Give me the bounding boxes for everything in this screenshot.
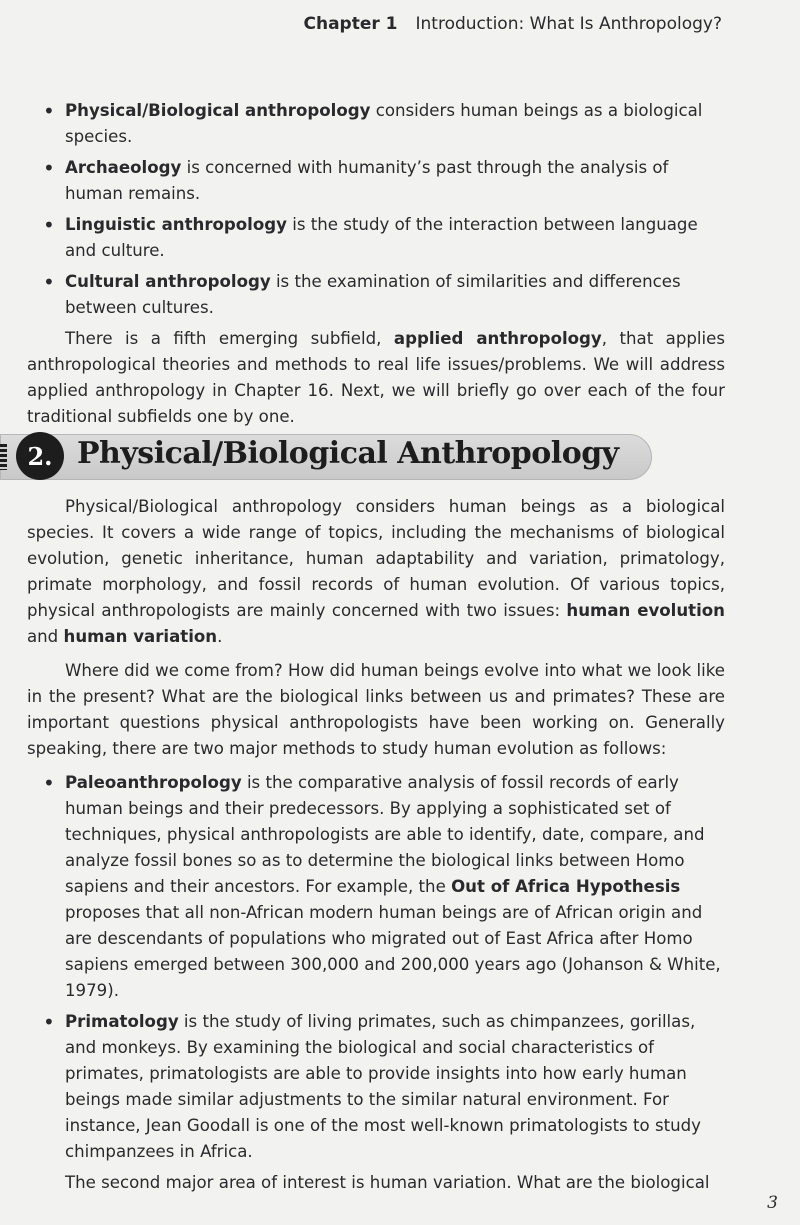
term-cultural: Cultural anthropology: [65, 272, 271, 291]
item-text: is the study of living primates, such as chimpanzees, gorillas, and monkeys. By examining the biological and social characteristics of primates, primatologists are able to provide insights into how early human beings made similar adjustments to the similar natural environment. For instance, Jean Goodall is one of the most well-known primatologists to study chimpanzees in Africa.: [65, 1012, 701, 1161]
section-title: Physical/Biological Anthropology: [77, 436, 619, 471]
paragraph-text: There is a fifth emerging subfield,: [65, 329, 394, 348]
questions-paragraph: Where did we come from? How did human beings evolve into what we look like in the present? What are the biological links between us and primates? These are important questions physical anthropologists have been working on. Generally speaking, there are two major methods to study human evolution as follows:: [27, 661, 725, 758]
item-text: is the comparative analysis of fossil records of early human beings and their predecessors. By applying a sophisticated set of techniques, physical anthropologists are able to identify, date, compare, and analyze fossil bones so as to determine the biological links between Homo sapiens and their ancestors. For example, the: [65, 773, 705, 896]
item-text: is concerned with humanity’s past through the analysis of human remains.: [65, 158, 669, 203]
list-item: [27, 212, 725, 264]
term-physical: Physical/Biological anthropology: [65, 101, 371, 120]
chapter-label: Chapter 1: [303, 14, 398, 34]
list-item: [27, 1009, 725, 1165]
list-item: [27, 269, 725, 321]
paragraph-text: and: [27, 627, 64, 646]
page-number: 3: [767, 1193, 778, 1213]
fifth-subfield-paragraph: [27, 326, 725, 430]
list-item: [27, 155, 725, 207]
list-item: [27, 98, 725, 150]
chapter-title: Introduction: What Is Anthropology?: [415, 14, 722, 34]
term-archaeology: Archaeology: [65, 158, 182, 177]
paragraph-text: .: [217, 627, 223, 646]
list-item: [27, 770, 725, 1004]
page-edge-marker: [0, 444, 7, 470]
item-text: is the examination of similarities and differences between cultures.: [65, 272, 681, 317]
term-primatology: Primatology: [65, 1012, 179, 1031]
term-paleoanthropology: Paleoanthropology: [65, 773, 242, 792]
section-number: 2.: [16, 432, 64, 480]
term-human-variation: human variation: [63, 627, 218, 646]
running-head: [304, 14, 723, 34]
section-body: [27, 494, 725, 1196]
subfield-list: [27, 98, 725, 321]
term-applied: applied anthropology: [393, 329, 602, 348]
methods-list: [27, 770, 725, 1165]
paragraph-text: Physical/Biological anthropology considers human beings as a biological species. It covers a wide range of topics, including the mechanisms of biological evolution, genetic inheritance, human adaptability and variation, primatology, primate morphology, and fossil records of human evolution. Of various topics, physical anthropologists are mainly concerned with two issues:: [27, 497, 725, 620]
intro-paragraph: [27, 494, 725, 650]
item-text: proposes that all non-African modern human beings are of African origin and are descendants of populations who migrated out of East Africa after Homo sapiens emerged between 300,000 and 200,000 years ago (Johanson & White, 1979).: [65, 903, 721, 1000]
term-human-evolution: human evolution: [566, 601, 726, 620]
section-heading: [0, 432, 652, 480]
item-text: considers human beings as a biological species.: [65, 101, 703, 146]
subfields-block: [27, 98, 725, 430]
item-text: is the study of the interaction between language and culture.: [65, 215, 698, 260]
closing-paragraph: The second major area of interest is human variation. What are the biological: [65, 1173, 710, 1192]
term-out-of-africa: Out of Africa Hypothesis: [451, 877, 681, 896]
paragraph-text: , that applies anthropological theories and methods to real life issues/problems. We will address applied anthropology in Chapter 16. Next, we will briefly go over each of the four traditional subfields one by one.: [27, 329, 725, 426]
term-linguistic: Linguistic anthropology: [65, 215, 287, 234]
